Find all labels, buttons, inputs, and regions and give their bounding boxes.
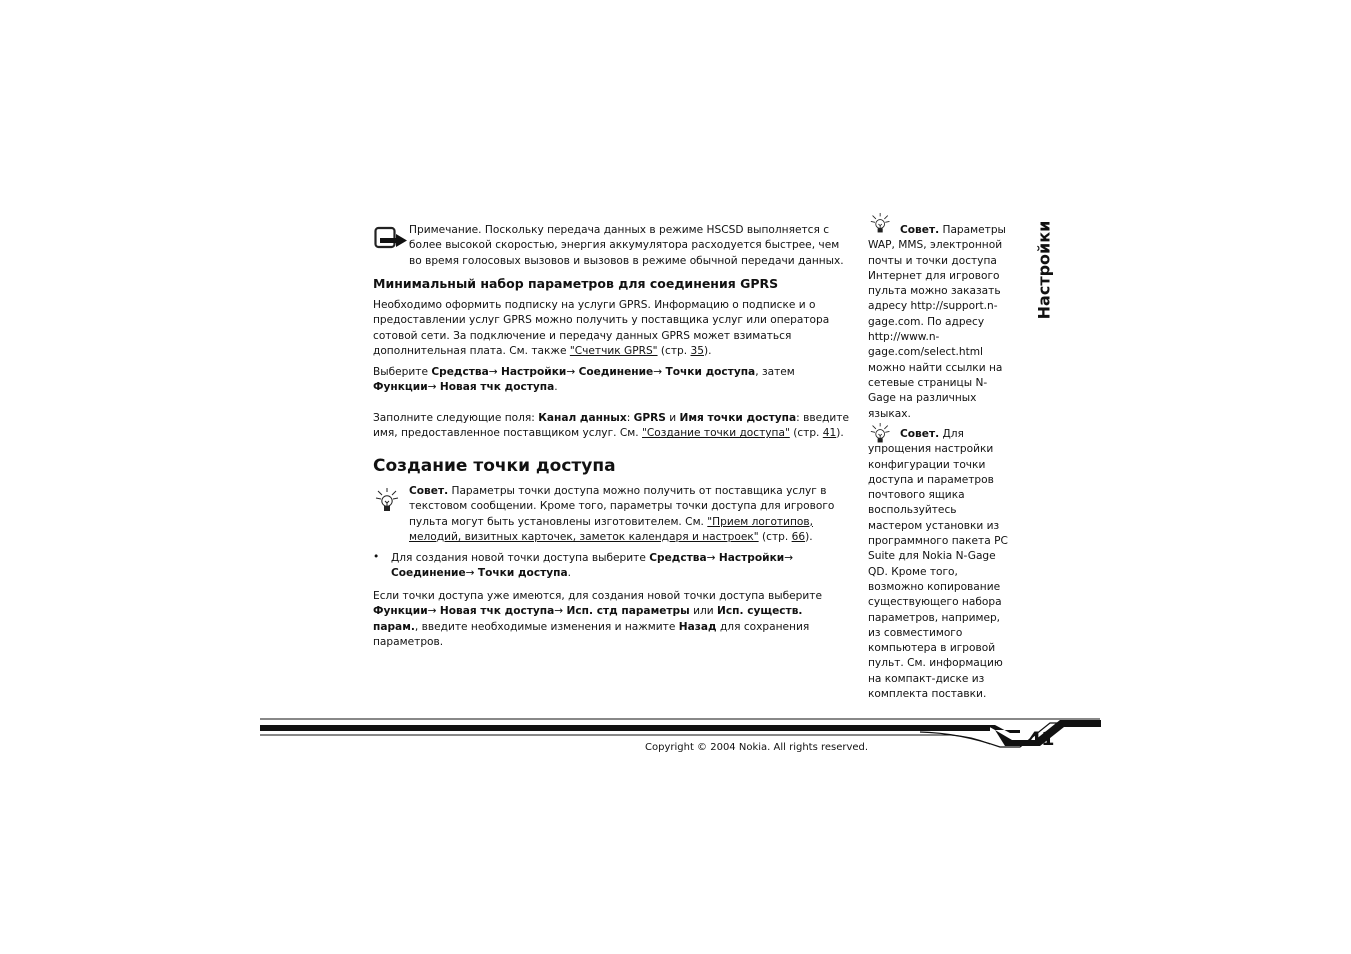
tip-main: Совет. Параметры точки доступа можно получить от поставщика услуг в текстовом сообщении. Кроме того, параметры точки доступа для игрового пульта могут быть установлены изготовителем. См. "Прием логотипов, мелодий, визитных карточек, заметок календаря и настроек" (стр. 66). xyxy=(409,485,835,543)
note-text: Примечание. Поскольку передача данных в режиме HSCSD выполняется с более высокой скоростью, энергия аккумулятора расходуется быстрее, чем во время голосовых вызовов и вызовов в режиме обычной передачи данных. xyxy=(409,224,844,267)
create-access-point-link[interactable]: "Создание точки доступа" xyxy=(642,427,790,440)
copyright: Copyright © 2004 Nokia. All rights reserved. xyxy=(645,742,869,753)
note-icon xyxy=(374,226,408,250)
bullet-dot: • xyxy=(373,551,380,563)
gprs-paragraph-2: Выберите Средства→ Настройки→ Соединение→ Точки доступа, затем Функции→ Новая тчк доступа. xyxy=(373,366,795,394)
page-link-35[interactable]: 35 xyxy=(690,344,704,357)
page-link-66[interactable]: 66 xyxy=(791,530,806,543)
gprs-paragraph-3: Заполните следующие поля: Канал данных: GPRS и Имя точки доступа: введите имя, предоставленное поставщиком услуг. См. "Создание точки доступа" (стр. 41). xyxy=(373,412,849,440)
gprs-paragraph-1: Необходимо оформить подписку на услуги GPRS. Информацию о подписке и о предоставлении услуг GPRS можно получить у поставщика услуг или оператора сотовой сети. За подключение и передачу данных GPRS может взиматься дополнительная плата. См. также "Счетчик GPRS" (стр. 35). xyxy=(373,299,830,357)
sidebar-tip-1: Совет. Параметры WAP, MMS, электронной почты и точки доступа Интернет для игрового пульта можно заказать адресу http://support.n-gage.com. По адресу http://www.n-gage.com/select.html можно найти ссылки на сетевые страницы N-Gage на различных языках. xyxy=(868,224,1006,420)
page-link-41[interactable]: 41 xyxy=(822,427,837,440)
receive-settings-link[interactable]: "Прием логотипов, мелодий, визитных карточек, заметок календаря и настроек" xyxy=(409,515,813,543)
access-point-heading: Создание точки доступа xyxy=(373,456,616,476)
chapter-title: Настройки xyxy=(1034,220,1054,320)
lightbulb-icon xyxy=(374,488,402,514)
access-paragraph: Если точки доступа уже имеются, для создания новой точки доступа выберите Функции→ Новая тчк доступа→ Исп. стд параметры или Исп. существ. парам., введите необходимые изменения и нажмите Назад для сохранения параметров. xyxy=(373,590,822,648)
bullet-item: Для создания новой точки доступа выберите Средства→ Настройки→ Соединение→ Точки доступа. xyxy=(391,552,794,580)
gprs-heading: Минимальный набор параметров для соединения GPRS xyxy=(373,276,779,291)
page-number: 41 xyxy=(1028,728,1055,750)
sidebar-tip-2: Совет. Для упрощения настройки конфигурации точки доступа и параметров почтового ящика воспользуйтесь мастером установки из программного пакета PC Suite для Nokia N-Gage QD. Кроме того, возможно копирование существующего набора параметров, например, из совместимого компьютера в игровой пульт. См. информацию на компакт-диске из комплекта поставки. xyxy=(868,428,1008,701)
gprs-counter-link[interactable]: "Счетчик GPRS" xyxy=(569,344,658,357)
